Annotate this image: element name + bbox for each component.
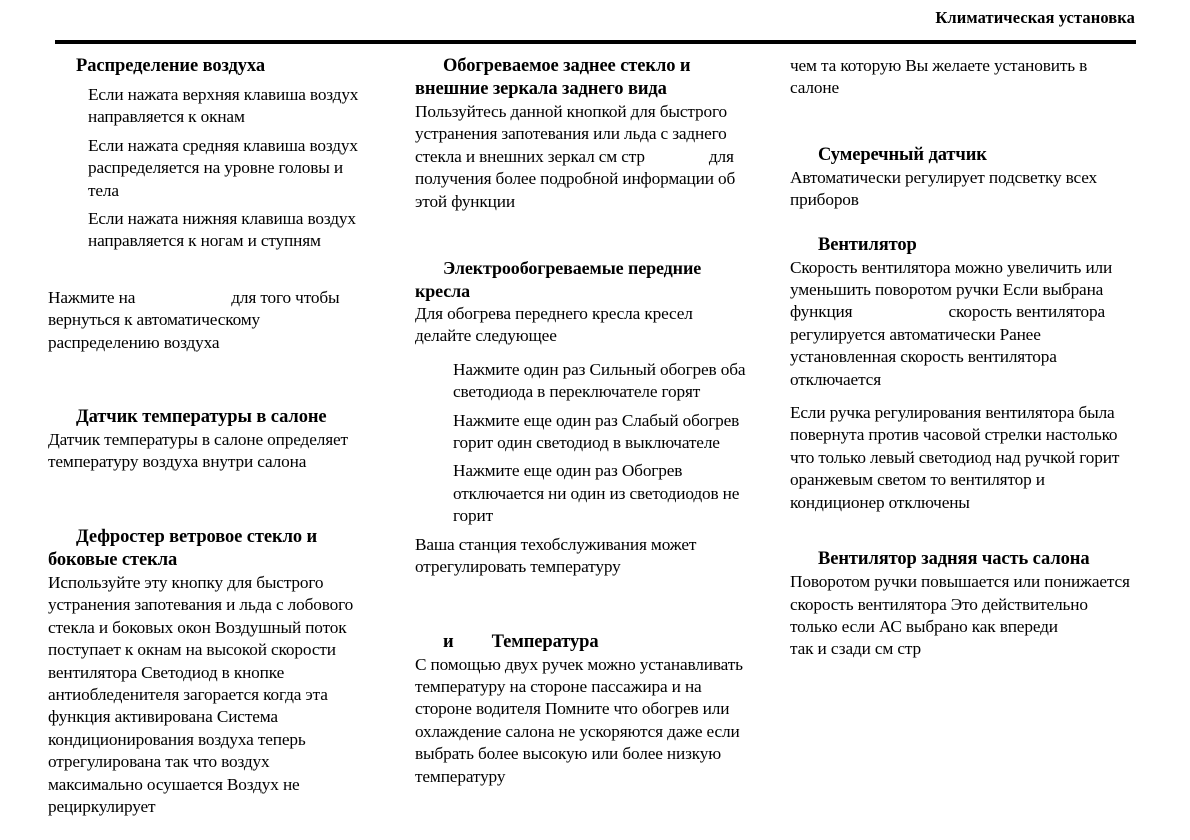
air-distribution-note-part2: для того чтобы вернуться к автоматическому распределению воздуха [48,287,340,352]
body-twilight-sensor: Автоматически регулирует подсветку всех приборов [790,167,1098,210]
spacer [415,579,750,631]
footer-heated-front-seats: Ваша станция техобслуживания может отрегулировать температуру [415,534,697,577]
intro-heated-front-seats: Для обогрева переднего кресла кресел делайте следующее [415,304,693,346]
page-columns [0,55,1190,835]
body-fan-part2: скорость вентилятора регулируется автоматически Ранее установленная скорость вентилятора отключается [790,302,1106,389]
body-rear-fan [790,571,1138,661]
heading-twilight-sensor: Сумеречный датчик [818,144,987,165]
heading-fan: Вентилятор [818,234,917,255]
spacer [415,348,750,359]
heading-rear-fan: Вентилятор задняя часть салона [818,549,1090,570]
spacer [790,391,1138,402]
heading-cabin-temp-sensor: Датчик температуры в салоне [76,407,327,428]
body-cabin-temp-sensor: Датчик температуры в салоне определяет температуру воздуха внутри салона [48,430,348,472]
body-rear-window-heater-part2: для получения более подробной информации об этой функции [415,146,736,211]
list-item: Если нажата средняя клавиша воздух распределяется на уровне головы и тела [88,135,358,200]
column-middle [415,55,750,788]
list-item: Если нажата нижняя клавиша воздух направляется к ногам и ступням [88,209,356,251]
body-fan-paragraph2: Если ручка регулирования вентилятора была повернута против часовой стрелки настолько что только левый светодиод над ручкой горит оранжевым светом то вентилятор и кондиционер отключены [790,403,1120,512]
body-fan-part1: Скорость вентилятора можно увеличить или уменьшить поворотом ручки Если выбрана функция [790,257,1113,322]
body-temperature: С помощью двух ручек можно устанавливать температуру на стороне пассажира и на стороне водителя Помните что обогрев или охлаждение салона не ускоряются даже если выбрать более высокую или более низкую температуру [415,654,743,786]
body-defroster: Используйте эту кнопку для быстрого устранения запотевания и льда с лобового стекла и боковых окон Воздушный поток поступает к окнам на высокой скорости вентилятора Светодиод в кнопке антиобледенителя загорается когда эта функция активирована Система кондиционирования воздуха теперь отрегулирована так что воздух максимально осушается Воздух не рециркулирует [48,572,354,816]
column-right [790,55,1138,661]
body-rear-window-heater-part1: Пользуйтесь данной кнопкой для быстрого устранения запотевания или льда с заднего стекла и внешних зеркал см стр [415,102,727,166]
heading-rear-window-heater: Обогреваемое заднее стекло и внешние зеркала заднего вида [415,56,691,99]
spacer [790,212,1138,234]
list-item: Если нажата верхняя клавиша воздух направляется к окнам [88,85,359,127]
heading-heated-front-seats: Электрообогреваемые передние кресла [415,258,702,302]
continuation-paragraph: чем та которую Вы желаете установить в салоне [790,56,1088,98]
body-fan [790,257,1138,391]
heading-defroster: Дефростер ветровое стекло и боковые стекла [48,526,318,570]
body-rear-fan-part2: так и сзади см стр [790,639,921,659]
header-divider-rule [55,40,1136,44]
body-rear-fan-part1: Поворотом ручки повышается или понижается скорость вентилятора Это действительно только если АС выбрано как впереди [790,572,1130,636]
spacer [48,354,366,406]
heading-temperature [415,631,750,654]
heading-air-distribution: Распределение воздуха [76,56,265,76]
column-left [48,55,366,818]
spacer [48,474,366,526]
air-distribution-note-part1: Нажмите на [48,287,136,307]
spacer [790,100,1138,144]
page-title: Климатическая установка [935,8,1135,27]
spacer [48,253,366,287]
heading-temperature-main: Температура [491,631,599,652]
page-header [55,8,1136,44]
spacer [415,213,750,257]
list-item: Нажмите один раз Сильный обогрев оба светодиода в переключателе горят [453,359,746,402]
body-rear-window-heater [415,101,750,213]
spacer [790,514,1138,548]
air-distribution-note [48,287,366,354]
list-item: Нажмите еще один раз Слабый обогрев горит один светодиод в выключателе [453,410,740,453]
heading-temperature-prefix: и [443,631,454,652]
list-item: Нажмите еще один раз Обогрев отключается ни один из светодиодов не горит [453,461,740,526]
